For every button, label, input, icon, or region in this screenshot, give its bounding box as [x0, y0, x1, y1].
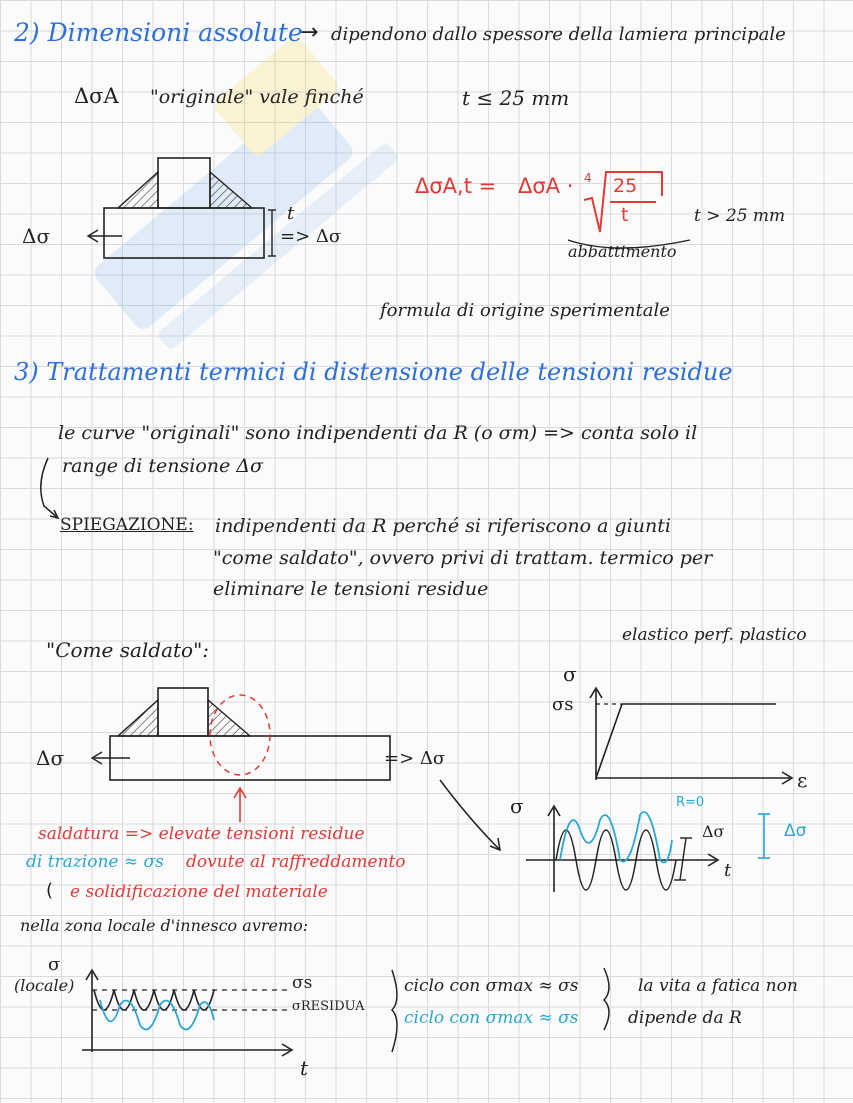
graph3-time-label: t: [300, 1056, 309, 1080]
graph2-sigma-label: σ: [510, 794, 524, 818]
elastic-plastic-note: elastico perf. plastico: [622, 625, 807, 645]
curves-line-2: range di tensione Δσ: [62, 455, 263, 477]
conclusion-line-1: la vita a fatica non: [638, 976, 798, 996]
curves-line-1: le curve "originali" sono indipendenti da R (o σm) => conta solo il: [58, 422, 698, 444]
root-numerator: 25: [613, 175, 638, 197]
experimental-origin-note: formula di origine sperimentale: [380, 300, 670, 321]
diagram2-left-label: Δσ: [36, 746, 65, 770]
local-zone-note: nella zona locale d'innesco avremo:: [20, 916, 309, 935]
section-2-title: 2) Dimensioni assolute: [14, 18, 303, 47]
come-saldato-label: "Come saldato":: [46, 638, 210, 662]
spiegazione-line-3: eliminare le tensioni residue: [213, 578, 489, 600]
saldatura-line-2b: dovute al raffreddamento: [186, 852, 406, 872]
saldatura-line-3: e solidificazione del materiale: [70, 882, 328, 902]
graph3-sigma-label: σ: [48, 954, 61, 975]
graph1-sigma-label: σ: [563, 662, 577, 686]
saldatura-line-2a: di trazione ≈ σs: [26, 852, 164, 872]
formula-condition: t > 25 mm: [694, 206, 786, 226]
cycle-black-note: ciclo con σmax ≈ σs: [404, 976, 579, 996]
graph2-r-label: R=0: [676, 795, 705, 810]
graph3-local-label: (locale): [14, 976, 75, 995]
graph3-sigma-s-label: σs: [292, 973, 313, 993]
curl-mark: (: [46, 880, 54, 901]
formula-lhs: ΔσA,t =: [415, 174, 497, 198]
graph1-epsilon-label: ε: [797, 768, 808, 792]
spiegazione-line-2: "come saldato", ovvero privi di trattam. termico per: [213, 547, 713, 569]
dependence-note: dipendono dallo spessore della lamiera principale: [331, 24, 786, 45]
diagram1-right-label: => Δσ: [280, 226, 342, 247]
formula-rhs: ΔσA ·: [518, 174, 574, 198]
delta-sigma-a-symbol: ΔσA: [74, 84, 119, 108]
thickness-condition: t ≤ 25 mm: [462, 86, 570, 110]
section-3-title: 3) Trattamenti termici di distensione delle tensioni residue: [14, 358, 733, 386]
right-arrow-icon: →: [300, 20, 319, 45]
spiegazione-line-1: indipendenti da R perché si riferiscono a giunti: [215, 515, 671, 537]
graph3-sigma-residua-label: σRESIDUA: [292, 999, 365, 1014]
graph2-delta-black: Δσ: [702, 822, 725, 841]
saldatura-line-1: saldatura => elevate tensioni residue: [38, 824, 365, 844]
abbattimento-label: abbattimento: [568, 242, 677, 261]
original-value-note: "originale" vale finché: [150, 86, 364, 108]
diagram1-thickness-label: t: [287, 203, 295, 224]
root-index: 4: [584, 171, 592, 185]
cycle-cyan-note: ciclo con σmax ≈ σs: [404, 1008, 579, 1028]
graph1-sigma-s-label: σs: [552, 694, 574, 715]
graph2-time-label: t: [724, 860, 732, 881]
conclusion-line-2: dipende da R: [628, 1008, 742, 1028]
spiegazione-label: SPIEGAZIONE:: [60, 515, 194, 535]
root-denominator: t: [621, 204, 629, 226]
diagram2-right-label: => Δσ: [384, 748, 446, 769]
diagram1-left-label: Δσ: [22, 224, 51, 248]
graph2-delta-cyan: Δσ: [784, 821, 807, 841]
